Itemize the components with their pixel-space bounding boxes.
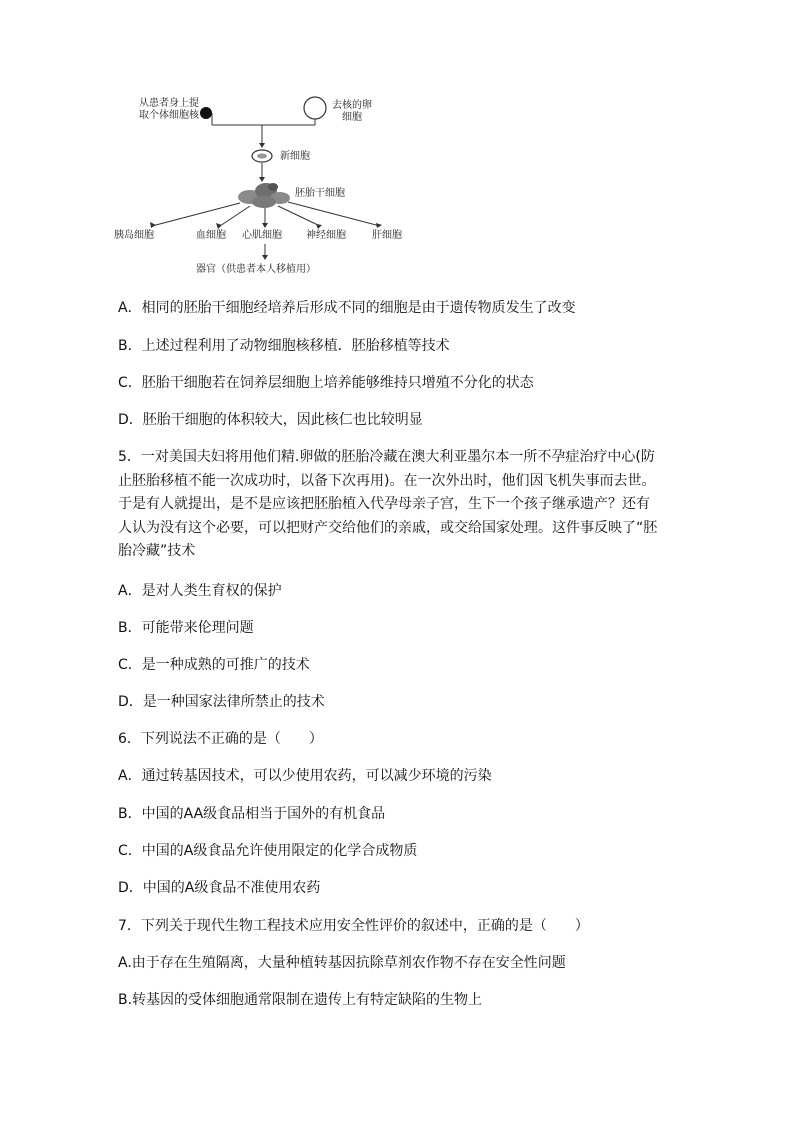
q5-option-d: D．是一种国家法律所禁止的技术 xyxy=(118,694,325,710)
cell-type-label: 肝细胞 xyxy=(372,230,402,241)
q5-option-a: A．是对人类生育权的保护 xyxy=(118,583,282,599)
q4-option-a: A．相同的胚胎干细胞经培养后形成不同的细胞是由于遗传物质发生了改变 xyxy=(118,300,576,316)
q7-stem: 7．下列关于现代生物工程技术应用安全性评价的叙述中，正确的是（ ） xyxy=(118,918,589,934)
q5-stem-line: 于是有人就提出，是不是应该把胚胎植入代孕母亲子宫，生下一个孩子继承遗产？还有 xyxy=(118,496,650,512)
q5-stem-line: 人认为没有这个必要，可以把财产交给他们的亲戚，或交给国家处理。这件事反映了“胚 xyxy=(118,519,658,536)
cell-type-label: 神经细胞 xyxy=(306,230,346,241)
q6-option-a: A．通过转基因技术，可以少使用农药，可以减少环境的污染 xyxy=(118,768,492,784)
q7-option-b: B.转基因的受体细胞通常限制在遗传上有特定缺陷的生物上 xyxy=(118,992,483,1008)
egg-cell-label: 去核的卵细胞 xyxy=(332,100,372,123)
donor-nucleus-icon xyxy=(200,107,212,119)
q7-option-a: A.由于存在生殖隔离，大量种植转基因抗除草剂农作物不存在安全性问题 xyxy=(118,955,566,971)
q4-option-c: C．胚胎干细胞若在饲养层细胞上培养能够维持只增殖不分化的状态 xyxy=(118,375,534,391)
cell-type-label: 心肌细胞 xyxy=(242,230,282,241)
q6-option-c: C．中国的A级食品允许使用限定的化学合成物质 xyxy=(118,843,418,859)
q6-option-b: B．中国的AA级食品相当于国外的有机食品 xyxy=(118,806,386,822)
new-cell-label: 新细胞 xyxy=(280,151,310,162)
q5-stem-line: 胎冷藏”技术 xyxy=(118,543,196,559)
q5-option-c: C．是一种成熟的可推广的技术 xyxy=(118,657,310,673)
q4-option-d: D．胚胎干细胞的体积较大，因此核仁也比较明显 xyxy=(118,412,423,428)
q6-stem: 6．下列说法不正确的是（ ） xyxy=(118,731,323,747)
q5-option-b: B．可能带来伦理问题 xyxy=(118,620,254,636)
embryonic-stem-cell-cluster-icon xyxy=(238,183,290,208)
stem-cell-diagram xyxy=(110,88,430,283)
q5-stem xyxy=(118,446,678,564)
q5-stem-line: 5．一对美国夫妇将用他们精.卵做的胚胎冷藏在澳大利亚墨尔本一所不孕症治疗中心(防 xyxy=(118,449,655,465)
egg-cell-icon xyxy=(304,97,326,119)
q6-option-d: D．中国的A级食品不准使用农药 xyxy=(118,880,321,896)
q4-option-b: B．上述过程利用了动物细胞核移植．胚胎移植等技术 xyxy=(118,338,450,354)
cell-type-label: 血细胞 xyxy=(196,230,226,241)
cell-type-label: 胰岛细胞 xyxy=(114,230,154,241)
donor-nucleus-label: 从患者身上提取个体细胞核 xyxy=(139,98,199,121)
stem-cell-label: 胚胎干细胞 xyxy=(295,188,345,199)
q5-stem-line: 止胚胎移植不能一次成功时，以备下次再用)。在一次外出时，他们因飞机失事而去世。 xyxy=(118,472,656,489)
organ-label: 器官（供患者本人移植用） xyxy=(196,264,316,275)
